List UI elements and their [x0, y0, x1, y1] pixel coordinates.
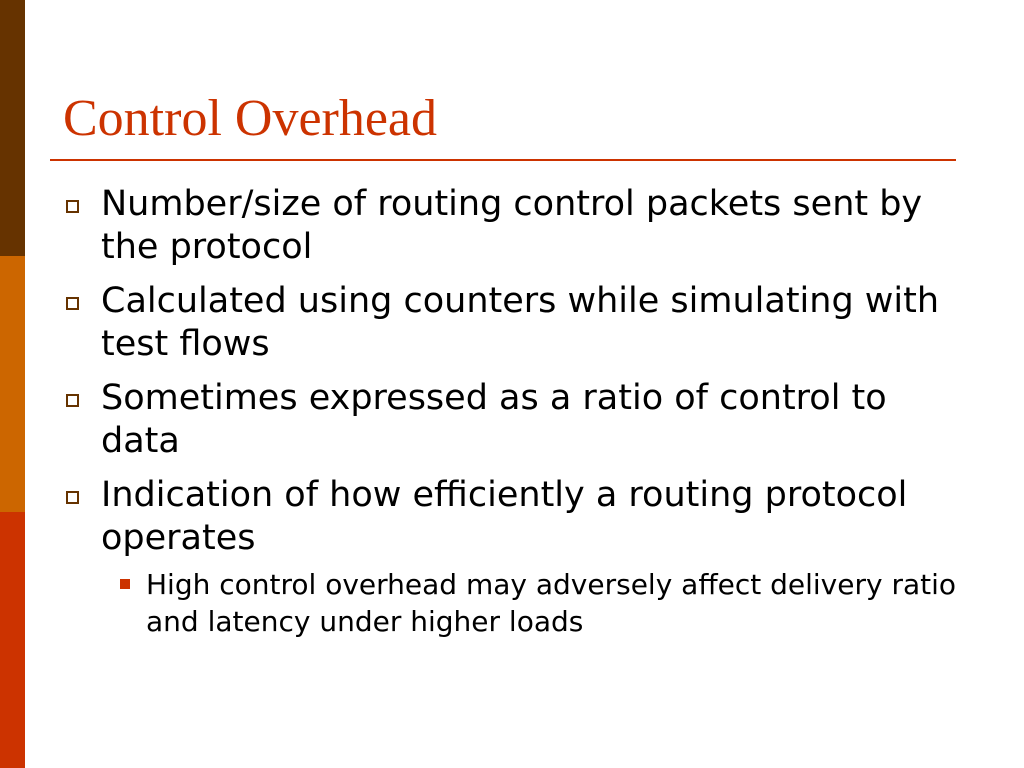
filled-square-bullet-icon: [120, 579, 130, 589]
bullet-text: Indication of how efficiently a routing protocol operates: [101, 475, 908, 558]
side-bar-bottom: [0, 512, 25, 768]
hollow-square-bullet-icon: [66, 491, 79, 504]
bullet-list: [64, 183, 964, 651]
side-bar-middle: [0, 256, 25, 512]
bullet-item: [64, 183, 964, 269]
bullet-item: [64, 280, 964, 366]
hollow-square-bullet-icon: [66, 297, 79, 310]
slide-title: Control Overhead: [63, 90, 438, 147]
side-bar-top: [0, 0, 25, 256]
bullet-text: Calculated using counters while simulating with test flows: [101, 281, 940, 364]
bullet-text: Number/size of routing control packets sent by the protocol: [101, 184, 923, 267]
bullet-item: [64, 474, 964, 640]
sub-bullet-item: [101, 566, 964, 640]
title-underline: [50, 159, 956, 161]
bullet-text: Sometimes expressed as a ratio of control to data: [101, 378, 887, 461]
sub-bullet-text: High control overhead may adversely affect delivery ratio and latency under higher loads: [146, 568, 957, 638]
bullet-item: [64, 377, 964, 463]
sub-bullet-list: [101, 566, 964, 640]
hollow-square-bullet-icon: [66, 394, 79, 407]
hollow-square-bullet-icon: [66, 200, 79, 213]
